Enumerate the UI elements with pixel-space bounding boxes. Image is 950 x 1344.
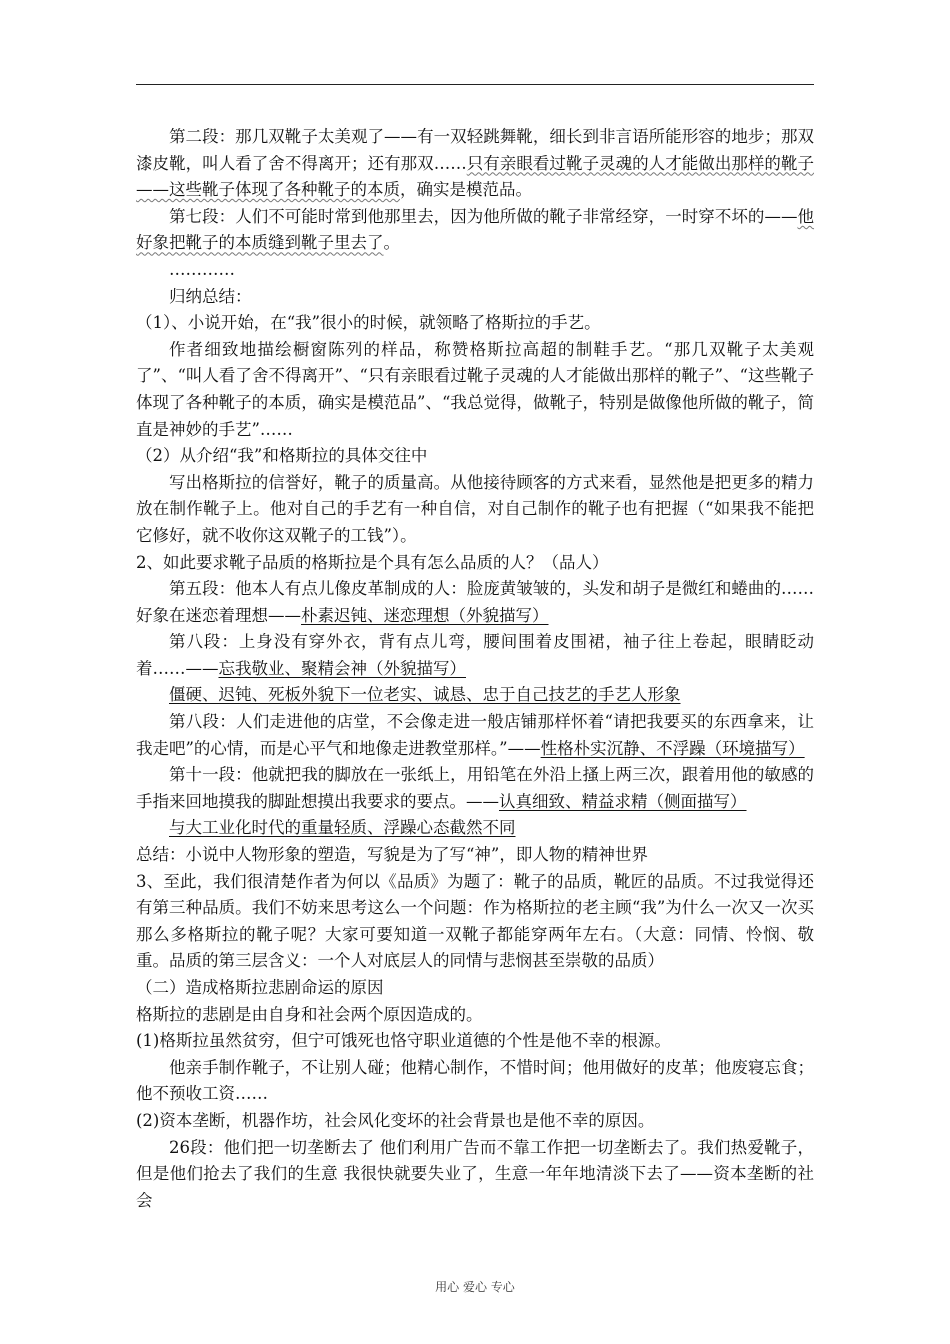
paragraph xyxy=(136,124,814,204)
wavy-underlined-text: 他好象把靴子的本质缝到靴子里去了 xyxy=(136,206,815,253)
paragraph-text: 总结：小说中人物形象的塑造，写貌是为了写“神”，即人物的精神世界 xyxy=(136,845,648,865)
heading-text: 归纳总结： xyxy=(169,286,252,306)
paragraph xyxy=(136,470,814,550)
paragraph-text: 作者细致地描绘橱窗陈列的样品，称赞格斯拉高超的制鞋手艺。“那几双靴子太美观了”、“叫人看了舍不得离开”、“只有亲眼看过靴子灵魂的人才能做出那样的靴子”、“这些靴子体现了各种靴子的本质，确实是模范品”、“我总觉得，做靴子，特别是做像他所做的靴子，简直是神妙的手艺”…… xyxy=(136,339,814,439)
paragraph xyxy=(136,815,814,842)
paragraph xyxy=(136,629,814,682)
section-heading xyxy=(136,975,814,1002)
paragraph-text: (1)格斯拉虽然贫穷，但宁可饿死也恪守职业道德的个性是他不幸的根源。 xyxy=(136,1031,671,1051)
paragraph-text: (2)资本垄断，机器作坊，社会风化变坏的社会背景也是他不幸的原因。 xyxy=(136,1110,655,1130)
question-heading xyxy=(136,550,814,577)
paragraph xyxy=(136,1108,814,1135)
heading-text: 2、如此要求靴子品质的格斯拉是个具有怎么品质的人？（品人） xyxy=(136,552,609,572)
paragraph-text: 格斯拉的悲剧是由自身和社会两个原因造成的。 xyxy=(136,1004,483,1024)
paragraph-text: 第八段：人们走进他的店堂，不会像走进一般店铺那样怀着“请把我要买的东西拿来，让我走吧”的心情，而是心平气和地像走进教堂那样。”—— xyxy=(136,712,814,758)
ellipsis-text: ………… xyxy=(169,259,235,279)
paragraph xyxy=(136,1028,814,1055)
paragraph-text: 他亲手制作靴子，不让别人碰；他精心制作，不惜时间；他用做好的皮革；他废寝忘食；他不预收工资…… xyxy=(136,1057,814,1104)
paragraph xyxy=(136,204,814,257)
wavy-underlined-text: 只有亲眼看过靴子灵魂的人才能做出那样的靴子——这些靴子体现了各种靴子的本质 xyxy=(136,153,815,200)
section-heading xyxy=(136,284,814,311)
paragraph xyxy=(136,869,814,975)
paragraph xyxy=(136,576,814,629)
paragraph-text: 26段：他们把一切垄断去了 他们利用广告而不靠工作把一切垄断去了。我们热爱靴子，但是他们抢去了我们的生意 我很快就要失业了，生意一年年地清淡下去了——资本垄断的社会 xyxy=(136,1137,814,1210)
paragraph-text: 第二段：那几双靴子太美观了——有一双轻跳舞靴，细长到非言语所能形容的地步；那双漆皮靴，叫人看了舍不得离开；还有那双…… xyxy=(136,127,814,173)
underlined-text: 与大工业化时代的重量轻质、浮躁心态截然不同 xyxy=(169,818,516,838)
header-rule xyxy=(136,84,814,85)
underlined-text: 性格朴实沉静、不浮躁（环境描写） xyxy=(540,738,805,758)
underlined-text: 僵硬、迟钝、死板外貌下一位老实、诚恳、忠于自己技艺的手艺人形象 xyxy=(169,685,681,705)
paragraph-text: 。 xyxy=(383,233,400,253)
paragraph-text: 第十一段：他就把我的脚放在一张纸上，用铅笔在外沿上搔上两三次，跟着用他的敏感的手指来回地摸我的脚趾想摸出我要求的要点。—— xyxy=(136,765,814,811)
paragraph xyxy=(136,842,814,869)
underlined-text: 忘我敬业、聚精会神（外貌描写） xyxy=(218,658,466,678)
page-footer: 用心 爱心 专心 xyxy=(435,1280,515,1294)
paragraph xyxy=(136,682,814,709)
paragraph-text: （2）从介绍“我”和格斯拉的具体交往中 xyxy=(136,446,428,466)
underlined-text: 认真细致、精益求精（侧面描写） xyxy=(499,791,747,811)
paragraph xyxy=(136,257,814,284)
paragraph xyxy=(136,762,814,815)
paragraph xyxy=(136,709,814,762)
paragraph-text: 第八段：上身没有穿外衣，背有点儿弯，腰间围着皮围裙，袖子往上卷起，眼睛眨动着……—— xyxy=(136,632,814,678)
paragraph xyxy=(136,1002,814,1029)
paragraph xyxy=(136,1055,814,1108)
paragraph-text: 第七段：人们不可能时常到他那里去，因为他所做的靴子非常经穿，一时穿不坏的—— xyxy=(169,206,798,226)
paragraph-text: 3、至此，我们很清楚作者为何以《品质》为题了：靴子的品质，靴匠的品质。不过我觉得还有第三种品质。我们不妨来思考这么一个问题：作为格斯拉的老主顾“我”为什么一次又一次买那么多格斯拉的靴子呢？大家可要知道一双靴子都能穿两年左右。（大意：同情、怜悯、敬重。品质的第三层含义：一个人对底层人的同情与悲悯甚至崇敬的品质） xyxy=(136,871,814,971)
paragraph xyxy=(136,1135,814,1215)
paragraph xyxy=(136,443,814,470)
paragraph-text: （1）、小说开始，在“我”很小的时候，就领略了格斯拉的手艺。 xyxy=(136,313,601,333)
document-body xyxy=(136,124,814,1214)
underlined-text: 朴素迟钝、迷恋理想（外貌描写） xyxy=(301,605,549,625)
paragraph-text: 写出格斯拉的信誉好，靴子的质量高。从他接待顾客的方式来看，显然他是把更多的精力放在制作靴子上。他对自己的手艺有一种自信，对自己制作的靴子也有把握（“如果我不能把它修好，就不收你这双靴子的工钱”）。 xyxy=(136,472,814,545)
heading-text: （二）造成格斯拉悲剧命运的原因 xyxy=(136,978,384,997)
paragraph-text: ，确实是模范品。 xyxy=(400,180,532,200)
paragraph xyxy=(136,310,814,337)
paragraph xyxy=(136,337,814,443)
paragraph-text: 第五段：他本人有点儿像皮革制成的人：脸庞黄皱皱的，头发和胡子是微红和蜷曲的……好象在迷恋着理想—— xyxy=(136,579,814,625)
